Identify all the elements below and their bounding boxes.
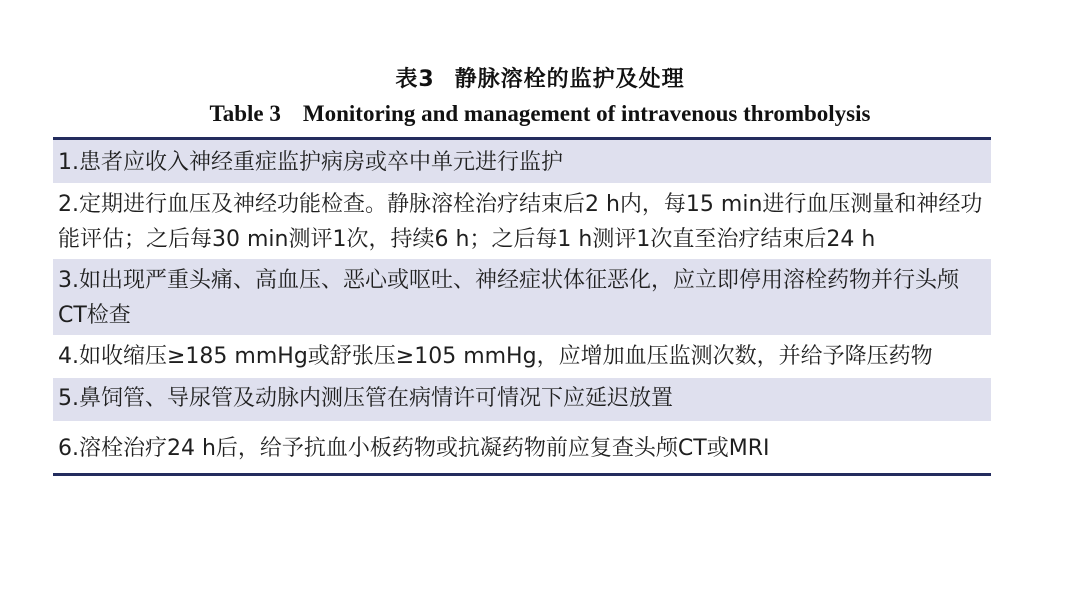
- table-row-4: 4.如收缩压≥185 mmHg或舒张压≥105 mmHg，应增加血压监测次数，并给予降压药物: [58, 344, 933, 369]
- table-title-english-text: Monitoring and management of intravenous thrombolysis: [302, 101, 871, 126]
- table-title-chinese: [0, 62, 1080, 93]
- table-number-chinese: 表3: [395, 67, 435, 92]
- table-row-3: 3.如出现严重头痛、高血压、恶心或呕吐、神经症状体征恶化，应立即停用溶栓药物并行头颅CT检查: [53, 259, 991, 335]
- table-title-english: [0, 101, 1080, 127]
- table-row-5: 5.鼻饲管、导尿管及动脉内测压管在病情许可情况下应延迟放置: [53, 378, 991, 421]
- table-row-1: 1.患者应收入神经重症监护病房或卒中单元进行监护: [53, 140, 991, 183]
- table-title-chinese-text: 静脉溶栓的监护及处理: [454, 67, 685, 92]
- monitoring-table: [53, 137, 991, 476]
- table-row-6: 6.溶栓治疗24 h后，给予抗血小板药物或抗凝药物前应复查头颅CT或MRI: [58, 436, 770, 461]
- table-row-2: 2.定期进行血压及神经功能检查。静脉溶栓治疗结束后2 h内，每15 min进行血压测量和神经功能评估；之后每30 min测评1次，持续6 h；之后每1 h测评1次直至治疗结束后24 h: [58, 192, 983, 252]
- table-number-english: Table 3: [209, 101, 281, 126]
